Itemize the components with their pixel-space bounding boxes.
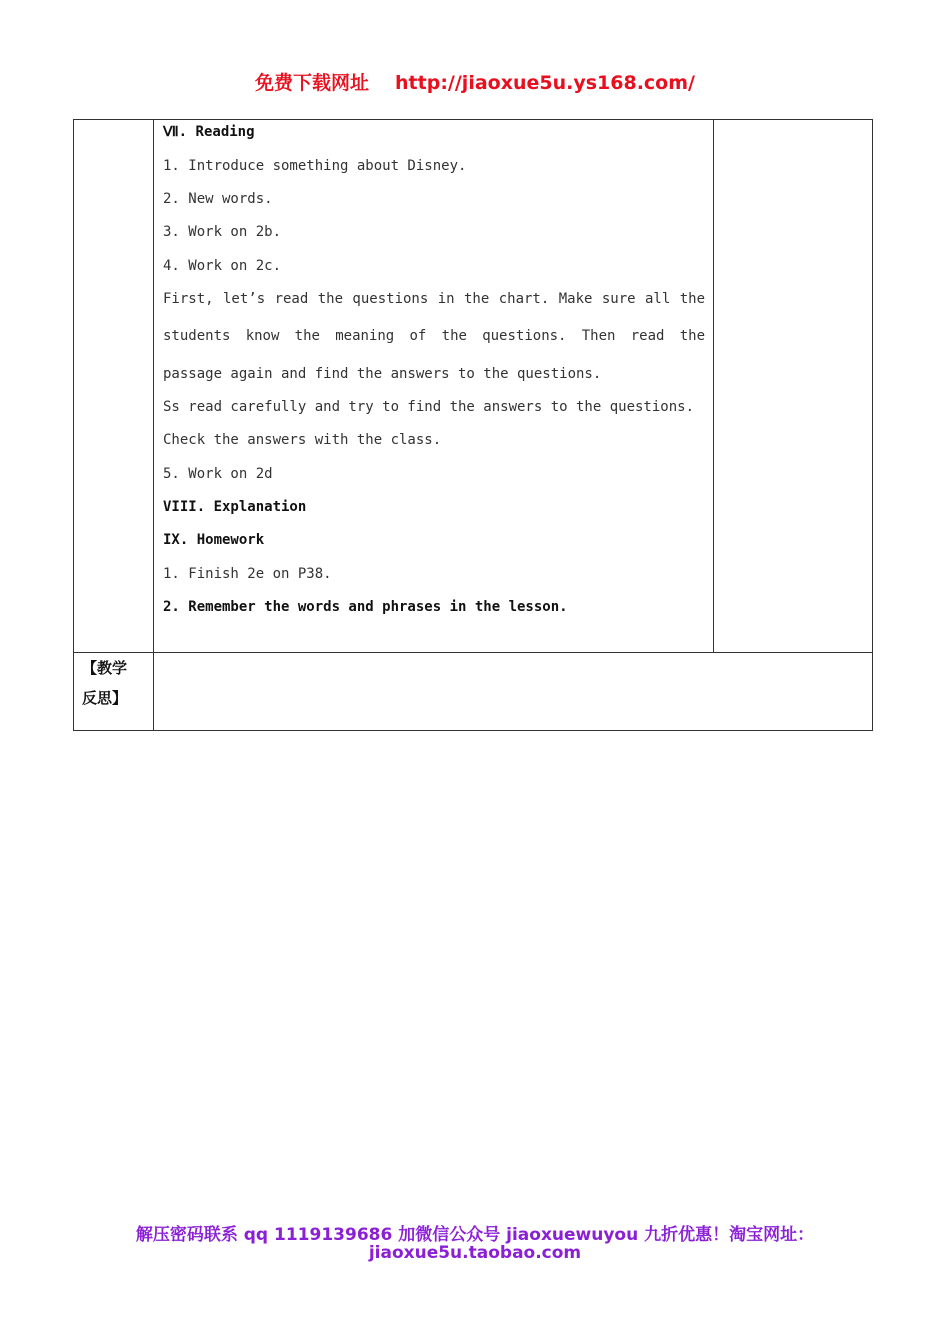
- instruction-line: Check the answers with the class.: [163, 432, 442, 448]
- instruction-line: First, let’s read the questions in the chart. Make sure all the: [163, 291, 705, 307]
- header-url-link[interactable]: http://jiaoxue5u.ys168.com/: [395, 72, 695, 94]
- footer-taobao-link[interactable]: jiaoxue5u.taobao.com: [368, 1243, 582, 1263]
- homework-item: 1. Finish 2e on P38.: [163, 566, 332, 582]
- reflection-label-line: 反思】: [82, 689, 128, 707]
- header-label: 免费下载网址: [255, 72, 370, 94]
- column-divider-right: [713, 120, 714, 652]
- teaching-reflection-label: [82, 653, 142, 713]
- step-line: 2. New words.: [163, 191, 273, 207]
- lesson-table: [73, 119, 873, 731]
- homework-item: 2. Remember the words and phrases in the lesson.: [163, 599, 568, 615]
- step-line: 3. Work on 2b.: [163, 224, 282, 240]
- reflection-label-line: 【教学: [82, 659, 128, 677]
- row-divider: [74, 652, 872, 653]
- step-line: 4. Work on 2c.: [163, 258, 282, 274]
- section-explanation-heading: VIII. Explanation: [163, 499, 307, 515]
- footer-contact-line: 解压密码联系 qq 1119139686 加微信公众号 jiaoxuewuyou 九折优惠！淘宝网址：: [135, 1225, 815, 1245]
- step-line: 5. Work on 2d: [163, 466, 273, 482]
- page-header: [0, 68, 950, 95]
- instruction-line: students know the meaning of the questions. Then read the: [163, 328, 705, 344]
- section-homework-heading: IX. Homework: [163, 532, 265, 548]
- step-line: 1. Introduce something about Disney.: [163, 158, 467, 174]
- instruction-line: passage again and find the answers to the questions.: [163, 366, 602, 382]
- section-reading-heading: Ⅶ. Reading: [163, 124, 255, 140]
- instruction-line: Ss read carefully and try to find the answers to the questions.: [163, 399, 695, 415]
- column-divider-left: [153, 120, 154, 730]
